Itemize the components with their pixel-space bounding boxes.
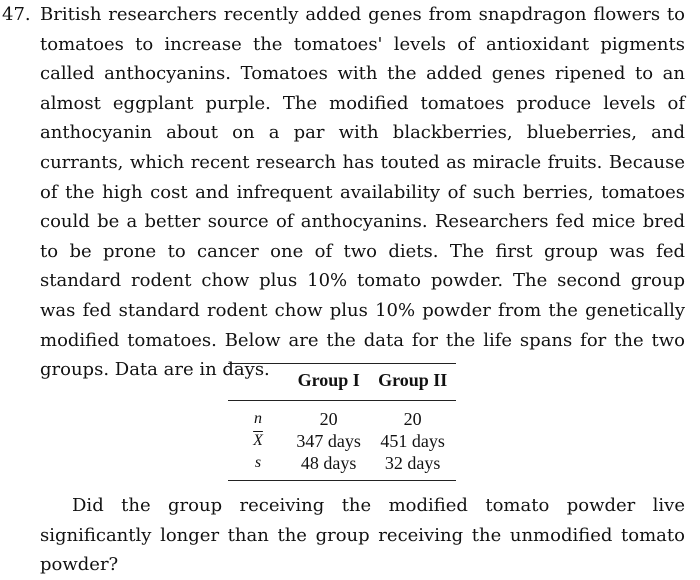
- group-2-standard-deviation: 32 days: [369, 452, 456, 481]
- table-header-group-2: Group II: [369, 364, 456, 401]
- table-header-row: [228, 364, 456, 401]
- question-body: British researchers recently added genes from snapdragon flowers to tomatoes to increase the tomatoes' levels of antioxidant pigments called anthocyanins. Tomatoes with the added genes ripened to an almost eggplant purple. The modified tomatoes produce levels of anthocyanin about on a par with blackberries, blueberries, and currants, which recent research has touted as miracle fruits. Because of the high cost and infrequent availability of such berries, tomatoes could be a better source of anthocyanins. Researchers fed mice bred to be prone to cancer one of two diets. The first group was fed standard rodent chow plus 10% tomato powder. The second group was fed standard rodent chow plus 10% powder from the genetically modified tomatoes. Below are the data for the life spans for the two groups. Data are in days.: [40, 4, 685, 381]
- x-bar-label: $\overline{X}$: [253, 432, 263, 449]
- group-1-mean: 347 days: [296, 431, 361, 451]
- summary-statistics-table: [228, 363, 456, 481]
- group-2-sample-size: 20: [403, 409, 422, 429]
- question-number: 47.: [2, 4, 31, 25]
- group-2-mean: 451 days: [380, 431, 445, 451]
- table-header-group-1: Group I: [288, 364, 369, 401]
- standard-deviation-symbol: s: [228, 452, 288, 481]
- group-1-sample-size: 20: [319, 409, 338, 429]
- group-1-standard-deviation: 48 days: [288, 452, 369, 481]
- mean-symbol: [228, 430, 288, 452]
- table-row: [228, 430, 456, 452]
- question-prompt: Did the group receiving the modified tomato powder live significantly longer than the group receiving the unmodified tomato powder?: [40, 495, 685, 576]
- table-header-empty: [228, 364, 288, 401]
- table-row: [228, 452, 456, 481]
- sample-size-symbol: n: [254, 410, 262, 427]
- table-row: [228, 401, 456, 431]
